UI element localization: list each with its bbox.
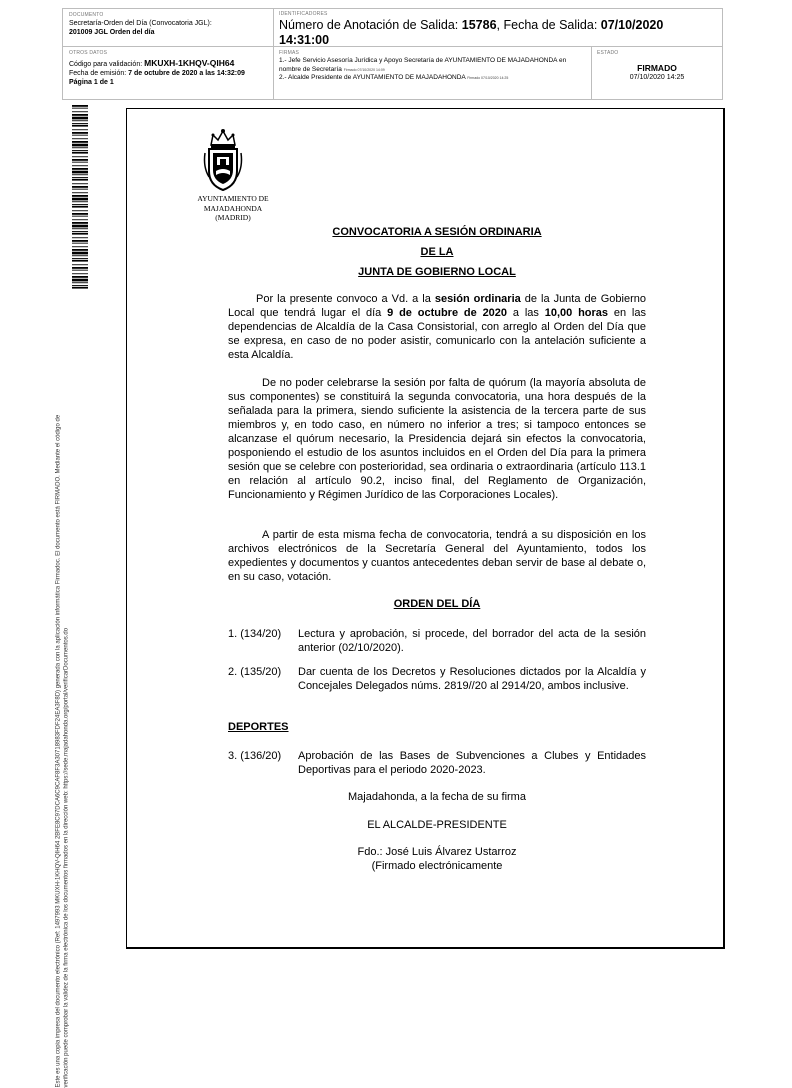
validation-code: MKUXH-1KHQV-QIH64	[144, 58, 235, 68]
p1-text-e: a las	[507, 307, 545, 319]
signature-1-text: 1.- Jefe Servicio Asesoría Jurídica y Apoyo Secretaría de AYUNTAMIENTO DE MAJADAHONDA en nombre de Secretaría	[279, 57, 567, 73]
registry-time: 14:31:00	[279, 33, 330, 47]
state-value: FIRMADO	[637, 63, 677, 73]
agenda-item	[228, 665, 646, 693]
document-title-line-3: JUNTA DE GOBIERNO LOCAL	[358, 266, 516, 278]
p2-text: De no poder celebrarse la sesión por falta de quórum (la mayoría absoluta de sus componentes) se constituirá la segunda convocatoria, una hora después de la señalada para la primera, siendo suficiente la asistencia de la tercera parte de sus miembros y, en todo caso, en número no inferior a tres; si tampoco entonces se alcanzase el quórum necesario, la Presidencia dejará sin efectos la convocatoria, posponiendo el estudio de los asuntos incluidos en el Orden del Día para la primera sesión que se celebre con posterioridad, sea ordinaria o extraordinaria (artículo 113.1 en relación al artículo 90.2, inciso final, del Reglamento de Organización, Funcionamiento y Régimen Jurídico de las Corporaciones Locales).	[228, 377, 646, 501]
p1-session-date: 9 de octubre de 2020	[387, 307, 508, 319]
agenda-item-text: Lectura y aprobación, si procede, del borrador del acta de la sesión anterior (02/10/2020).	[298, 628, 646, 654]
signature-2-text: 2.- Alcalde Presidente de AYUNTAMIENTO DE MAJADAHONDA	[279, 74, 466, 81]
agenda-item-text: Aprobación de las Bases de Subvenciones a Clubes y Entidades Deportivas para el periodo 2020-2023.	[298, 750, 646, 776]
paragraph-convocation	[228, 292, 646, 362]
p1-text-c: de la Junta de Gobierno Local que tendrá lugar el día	[228, 293, 646, 319]
agenda-item-number: 3. (136/20)	[228, 750, 282, 762]
municipality-line-3: (MADRID)	[215, 213, 251, 222]
section-heading-deportes: DEPORTES	[228, 721, 289, 733]
coat-of-arms-icon	[201, 127, 245, 193]
document-subname: 201009 JGL Orden del día	[69, 29, 155, 36]
other-data-label: OTROS DATOS	[69, 50, 108, 56]
signer-name: Fdo.: José Luis Álvarez Ustarroz	[357, 846, 517, 858]
registry-date: 07/10/2020	[600, 18, 664, 32]
p3-text: A partir de esta misma fecha de convocatoria, tendrá a su disposición en los archivos electrónicos de la Secretaría General del Ayuntamiento, todos los expedientes y documentos y cuantos antecedentes deban servir de base al debate o, en su caso, votación.	[228, 529, 646, 583]
state-label: ESTADO	[597, 50, 619, 56]
signatures-cell	[274, 47, 592, 100]
verification-side-text	[55, 193, 79, 1088]
registry-date-label: , Fecha de Salida:	[496, 18, 601, 32]
signature-2	[279, 74, 586, 83]
signature-2-date: Firmado 07/10/2020 14:25	[467, 76, 509, 80]
agenda-item	[228, 627, 646, 655]
identifiers-cell	[274, 9, 722, 47]
other-data-cell	[63, 47, 274, 100]
p1-session-time: 10,00 horas	[544, 307, 609, 319]
verification-text-line-1: Este es una copia impresa del documento electrónico (Ref: 1497993 MKUXH-1KHQV-QIH64 2BFE8C97DCA6C9CAF8F3A30718983FDF24EA3F8D) generada con la aplicación informática Firmadoc. El documento está FIRMADO. Mediante el código de	[55, 414, 62, 1088]
identifiers-label: IDENTIFICADORES	[279, 11, 328, 17]
agenda-item-number: 2. (135/20)	[228, 666, 282, 678]
output-registry-line	[279, 18, 717, 33]
p1-text-a: Por la presente convoco a Vd. a la	[256, 293, 435, 305]
document-cell	[63, 9, 274, 47]
agenda-item	[228, 749, 646, 777]
emission-date: 7 de octubre de 2020 a las 14:32:09	[128, 70, 245, 77]
validation-code-line	[69, 59, 267, 69]
p1-text-g: en las dependencias de Alcaldía de la Casa Consistorial, con arreglo al Orden del Día que se expresa, en caso de no poder asistir, comunicarlo con la antelación suficiente a esta Alcaldía.	[228, 307, 646, 361]
signature-1-date: Firmado 07/10/2020 14:09	[343, 67, 385, 72]
page-count: Página 1 de 1	[69, 79, 114, 86]
state-cell	[592, 47, 722, 100]
emission-date-label: Fecha de emisión:	[69, 70, 129, 77]
document-title-line-2: DE LA	[420, 246, 454, 258]
registry-number-label: Número de Anotación de Salida:	[279, 18, 462, 32]
municipality-name	[185, 194, 281, 223]
state-date: 07/10/2020 14:25	[629, 74, 685, 81]
signing-place: Majadahonda, a la fecha de su firma	[348, 791, 526, 803]
document-name: Secretaría-Orden del Día (Convocatoria JGL):	[69, 20, 212, 27]
paragraph-documents	[228, 528, 646, 584]
registry-number: 15786	[461, 18, 497, 32]
emission-date-line	[69, 69, 267, 78]
agenda-item-number: 1. (134/20)	[228, 628, 282, 640]
document-title: CONVOCATORIA A SESIÓN ORDINARIA	[332, 226, 542, 238]
document-label: DOCUMENTO	[69, 12, 104, 18]
signatures-label: FIRMAS	[279, 50, 300, 56]
signature-1	[279, 57, 586, 74]
verification-text-line-2: verificación puede comprobar la validez de la firma electrónica de los documentos firmados en la dirección web: https://sede.majadahonda.org/portal/verificarDocumentos.do	[63, 627, 70, 1088]
validation-code-label: Código para validación:	[69, 61, 145, 68]
signer-role: EL ALCALDE-PRESIDENTE	[367, 819, 507, 831]
municipality-line-1: AYUNTAMIENTO DE	[197, 194, 269, 203]
agenda-heading: ORDEN DEL DÍA	[393, 598, 481, 610]
electronic-signature-note: (Firmado electrónicamente	[371, 860, 503, 872]
paragraph-quorum	[228, 376, 646, 502]
signature-header-table	[62, 8, 723, 100]
municipality-line-2: MAJADAHONDA	[203, 203, 263, 213]
agenda-item-text: Dar cuenta de los Decretos y Resoluciones dictados por la Alcaldía y Concejales Delegados núms. 2819//20 al 2914/20, ambos inclusive.	[298, 666, 646, 692]
p1-session-type: sesión ordinaria	[434, 293, 521, 305]
